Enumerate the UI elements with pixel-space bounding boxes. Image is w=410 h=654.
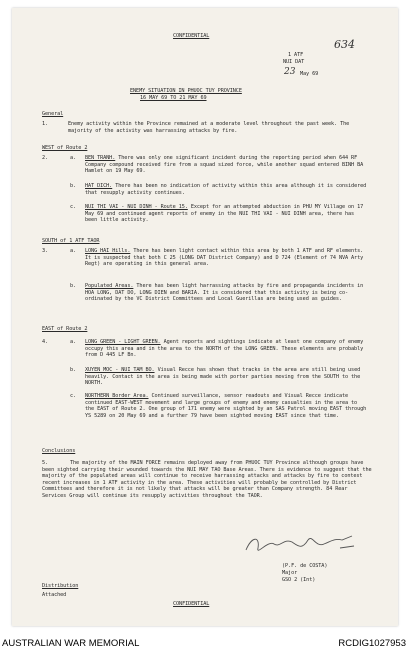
- signatory-name: (P.F. de COSTA): [282, 563, 328, 569]
- para-4b-text: Visual Recce has shown that tracks in the area are still being used heavily. Contact in the area is being made with porter parties moving from the SOUTH to the NORTH.: [85, 367, 361, 387]
- date-month-year: May 69: [300, 71, 319, 77]
- title-line-1: ENEMY SITUATION IN PHUOC TUY PROVINCE: [130, 88, 242, 94]
- para-3-number: 3.: [42, 248, 49, 254]
- para-3b-text: There has been light harrassing attacks by fire and propaganda incidents in HOA LONG, DAT DO, LONG DIEN and BARIA. It is considered that this activity is being co-ordinated by the VC District Committees and Local Guerillas are being used as guides.: [85, 283, 364, 303]
- para-4c-label: c.: [70, 393, 77, 399]
- para-4a: [85, 339, 369, 359]
- signature-scrawl: [242, 530, 362, 560]
- para-4a-title: LONG GREEN - LIGHT GREEN.: [85, 339, 161, 345]
- heading-south: SOUTH of 1 ATF TAOR: [42, 238, 100, 244]
- para-3a-text: There has been light contact within this area by both 1 ATF and RF elements. It is suspected that both C 25 (LONG DAT District Company) and D 724 (Element of 74 NVA Arty Regt) are operating in this general area.: [85, 248, 364, 268]
- signatory-position: GSO 2 (Int): [282, 577, 316, 583]
- para-2c: [85, 204, 369, 224]
- para-4c-title: NORTHERN Border Area.: [85, 393, 149, 399]
- classification-top: CONFIDENTIAL: [173, 33, 210, 39]
- handwritten-date-day: 23: [284, 67, 296, 77]
- para-2a: [85, 155, 369, 175]
- para-2b-label: b.: [70, 183, 77, 189]
- para-2a-label: a.: [70, 155, 77, 161]
- para-2c-label: c.: [70, 204, 77, 210]
- archive-footer: [0, 632, 410, 654]
- para-2-number: 2.: [42, 155, 49, 161]
- classification-bottom: CONFIDENTIAL: [173, 601, 210, 607]
- para-3b-label: b.: [70, 283, 77, 289]
- para-2b-text: There has been no indication of activity within this area although it is considered that resupply activity continues.: [85, 183, 367, 196]
- heading-east: EAST of Route 2: [42, 326, 88, 332]
- para-2b-title: HAT DICH.: [85, 183, 113, 189]
- handwritten-reference: 634: [334, 38, 355, 51]
- para-3b: [85, 283, 369, 303]
- heading-conclusions: Conclusions: [42, 448, 76, 454]
- para-4b-title: XUYEN MOC - NUI TAM BO.: [85, 367, 155, 373]
- para-2a-title: BEN TRANH.: [85, 155, 116, 161]
- para-2c-text: Except for an attempted abduction in PHU MY Village on 17 May 69 and continued agent reports of enemy in the NUI THI VAI - NUI DINH area, there has been little activity.: [85, 204, 364, 224]
- heading-west: WEST of Route 2: [42, 145, 88, 151]
- para-2a-text: There was only one significant incident during the reporting period when 644 RF Company compound received fire from a squad sized force, while another squad entered BINH BA Hamlet on 19 May 69.: [85, 155, 364, 175]
- unit-label: 1 ATF: [288, 52, 304, 58]
- location-label: NUI DAT: [283, 59, 305, 65]
- signatory-rank: Major: [282, 570, 298, 576]
- para-4c: [85, 393, 369, 419]
- title-line-2: 16 MAY 69 TO 21 MAY 69: [140, 95, 207, 101]
- distribution-heading: Distribution: [42, 583, 79, 589]
- para-3a-title: LONG HAI Hills.: [85, 248, 131, 254]
- archive-reference: RCDIG1027953: [338, 638, 406, 649]
- para-2b: [85, 183, 369, 196]
- para-1-text: Enemy activity within the Province remained at a moderate level throughout the past week. The majority of the activity was harrassing attacks by fire.: [68, 121, 350, 134]
- para-5-number: 5.: [42, 460, 49, 466]
- para-3a-label: a.: [70, 248, 77, 254]
- archive-name: AUSTRALIAN WAR MEMORIAL: [2, 638, 140, 649]
- para-3a: [85, 248, 369, 268]
- heading-general: General: [42, 111, 64, 117]
- para-4b-label: b.: [70, 367, 77, 373]
- distribution-value: Attached: [42, 592, 67, 598]
- para-4-number: 4.: [42, 339, 49, 345]
- para-5-text: The majority of the MAIN FORCE remains deployed away from PHUOC TUY Province although groups have been sighted carrying their wounded towards the NUI MAY TAO Base Areas. There is evidence to suggest that the majority of the populated areas will continue to receive harrassing attacks and attacks by fire to contest recent increases in 1 ATF activity in the area. These activities will probably be controlled by District Committees and therefore it is not likely that attacks will be greater than Company strength. 84 Rear Services Group will continue its resupply activities throughout the TAOR.: [42, 460, 372, 499]
- document-page: [12, 8, 398, 626]
- para-4a-text: Agent reports and sightings indicate at least one company of enemy occupy this area and in the area to the NORTH of the LONG GREEN. These elements are probably from D 445 LF Bn.: [85, 339, 364, 359]
- para-1-number: 1.: [42, 121, 49, 127]
- para-2c-title: NUI THI VAI - NUI DINH - Route 15.: [85, 204, 188, 210]
- para-3b-title: Populated Areas.: [85, 283, 134, 289]
- para-4a-label: a.: [70, 339, 77, 345]
- para-4c-text: Continued surveillance, sensor readouts and Visual Recce indicate continued EAST-WEST movement and large groups of enemy and enemy casualties in the area to the EAST of Route 2. One group of 171 enemy were sighted by an SAS Patrol moving EAST through YS 5289 on 20 May 69 and a further 79 have been sighted moving EAST since that time.: [85, 393, 367, 419]
- para-4b: [85, 367, 369, 387]
